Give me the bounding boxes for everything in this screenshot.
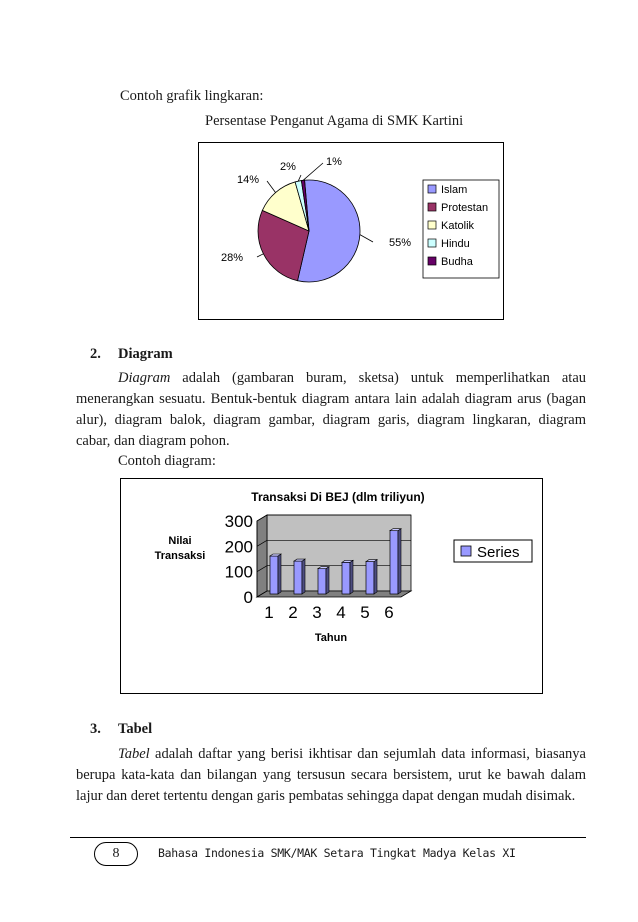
x-tick-label: 4 xyxy=(336,603,346,622)
y-axis-label-line2: Transaksi xyxy=(154,550,206,562)
x-tick-label: 3 xyxy=(312,603,322,622)
section-2-title: Diagram xyxy=(118,346,173,362)
pie-intro-text: Contoh grafik lingkaran: xyxy=(120,88,264,104)
bar-1 xyxy=(270,554,281,594)
bar-5 xyxy=(366,560,377,594)
x-tick-label: 6 xyxy=(384,603,394,622)
pie-chart-frame xyxy=(198,142,504,320)
section-2-number: 2. xyxy=(90,346,101,362)
x-tick-label: 2 xyxy=(288,603,298,622)
pie-legend-swatch-hindu xyxy=(428,239,436,247)
footer-text: Bahasa Indonesia SMK/MAK Setara Tingkat Madya Kelas XI xyxy=(158,846,516,860)
pie-chart xyxy=(199,143,502,318)
bar-legend-label: Series xyxy=(477,544,520,561)
bar-chart xyxy=(121,479,541,692)
pie-label-budha: 1% xyxy=(326,156,342,168)
bar-4 xyxy=(342,560,353,594)
pie-legend-label-protestan: Protestan xyxy=(441,202,489,214)
pie-label-katolik: 14% xyxy=(237,174,260,186)
bar-plot-side-wall xyxy=(257,515,267,597)
diagram-intro-text: Contoh diagram: xyxy=(118,453,216,469)
page-number: 8 xyxy=(94,842,138,866)
pie-chart-title: Persentase Penganut Agama di SMK Kartini xyxy=(205,113,464,129)
pie-leader-line xyxy=(360,235,373,242)
section-3-paragraph xyxy=(76,744,586,807)
bar-2 xyxy=(294,559,305,594)
bar-chart-frame xyxy=(120,478,543,694)
section-3-number: 3. xyxy=(90,721,101,737)
bar-6 xyxy=(390,529,401,594)
bar-legend-swatch xyxy=(461,546,471,556)
pie-label-hindu: 2% xyxy=(280,161,296,173)
y-axis-label-line1: Nilai xyxy=(168,535,192,547)
pie-leader-line xyxy=(298,175,301,181)
y-tick-label: 0 xyxy=(243,588,253,607)
bar-chart-title: Transaksi Di BEJ (dlm triliyun) xyxy=(251,490,425,504)
tabel-definition: adalah daftar yang berisi ikhtisar dan sejumlah data informasi, biasanya berupa kata-kata dan bilangan yang tersusun secara bersistem, urut ke bawah dalam lajur dan deret tertentu dengan garis pembatas sehingga dapat dengan mudah disimak. xyxy=(76,746,586,804)
pie-legend-swatch-budha xyxy=(428,257,436,265)
x-tick-label: 5 xyxy=(360,603,370,622)
x-axis-label: Tahun xyxy=(314,632,348,644)
section-3-title: Tabel xyxy=(118,721,153,737)
pie-legend-label-hindu: Hindu xyxy=(441,238,470,250)
pie-legend-swatch-katolik xyxy=(428,221,436,229)
x-tick-label: 1 xyxy=(264,603,274,622)
pie-legend-swatch-islam xyxy=(428,185,436,193)
pie-legend-swatch-protestan xyxy=(428,203,436,211)
diagram-term: Diagram xyxy=(118,370,171,386)
diagram-definition: adalah (gambaran buram, sketsa) untuk memperlihatkan atau menerangkan sesuatu. Bentuk-bentuk diagram antara lain adalah diagram arus (bagan alur), diagram balok, diagram gambar, diagram garis, diagram lingkaran, diagram cabar, dan diagram pohon. xyxy=(76,370,586,449)
pie-legend-label-islam: Islam xyxy=(441,184,468,196)
footer-divider xyxy=(70,837,586,838)
pie-leader-line xyxy=(267,181,276,193)
tabel-term: Tabel xyxy=(118,746,150,762)
pie-legend-label-budha: Budha xyxy=(441,256,473,268)
bar-plot-wall xyxy=(267,515,411,591)
y-tick-label: 100 xyxy=(224,562,253,582)
pie-label-islam: 55% xyxy=(389,237,412,249)
y-tick-label: 300 xyxy=(224,512,253,531)
pie-leader-line xyxy=(303,163,323,180)
bar-3 xyxy=(318,567,329,594)
pie-leader-line xyxy=(257,254,263,257)
pie-legend-label-katolik: Katolik xyxy=(441,220,475,232)
pie-label-protestan: 28% xyxy=(221,252,244,264)
y-tick-label: 200 xyxy=(224,537,253,557)
bar-legend xyxy=(454,540,532,562)
section-2-paragraph xyxy=(76,368,586,452)
